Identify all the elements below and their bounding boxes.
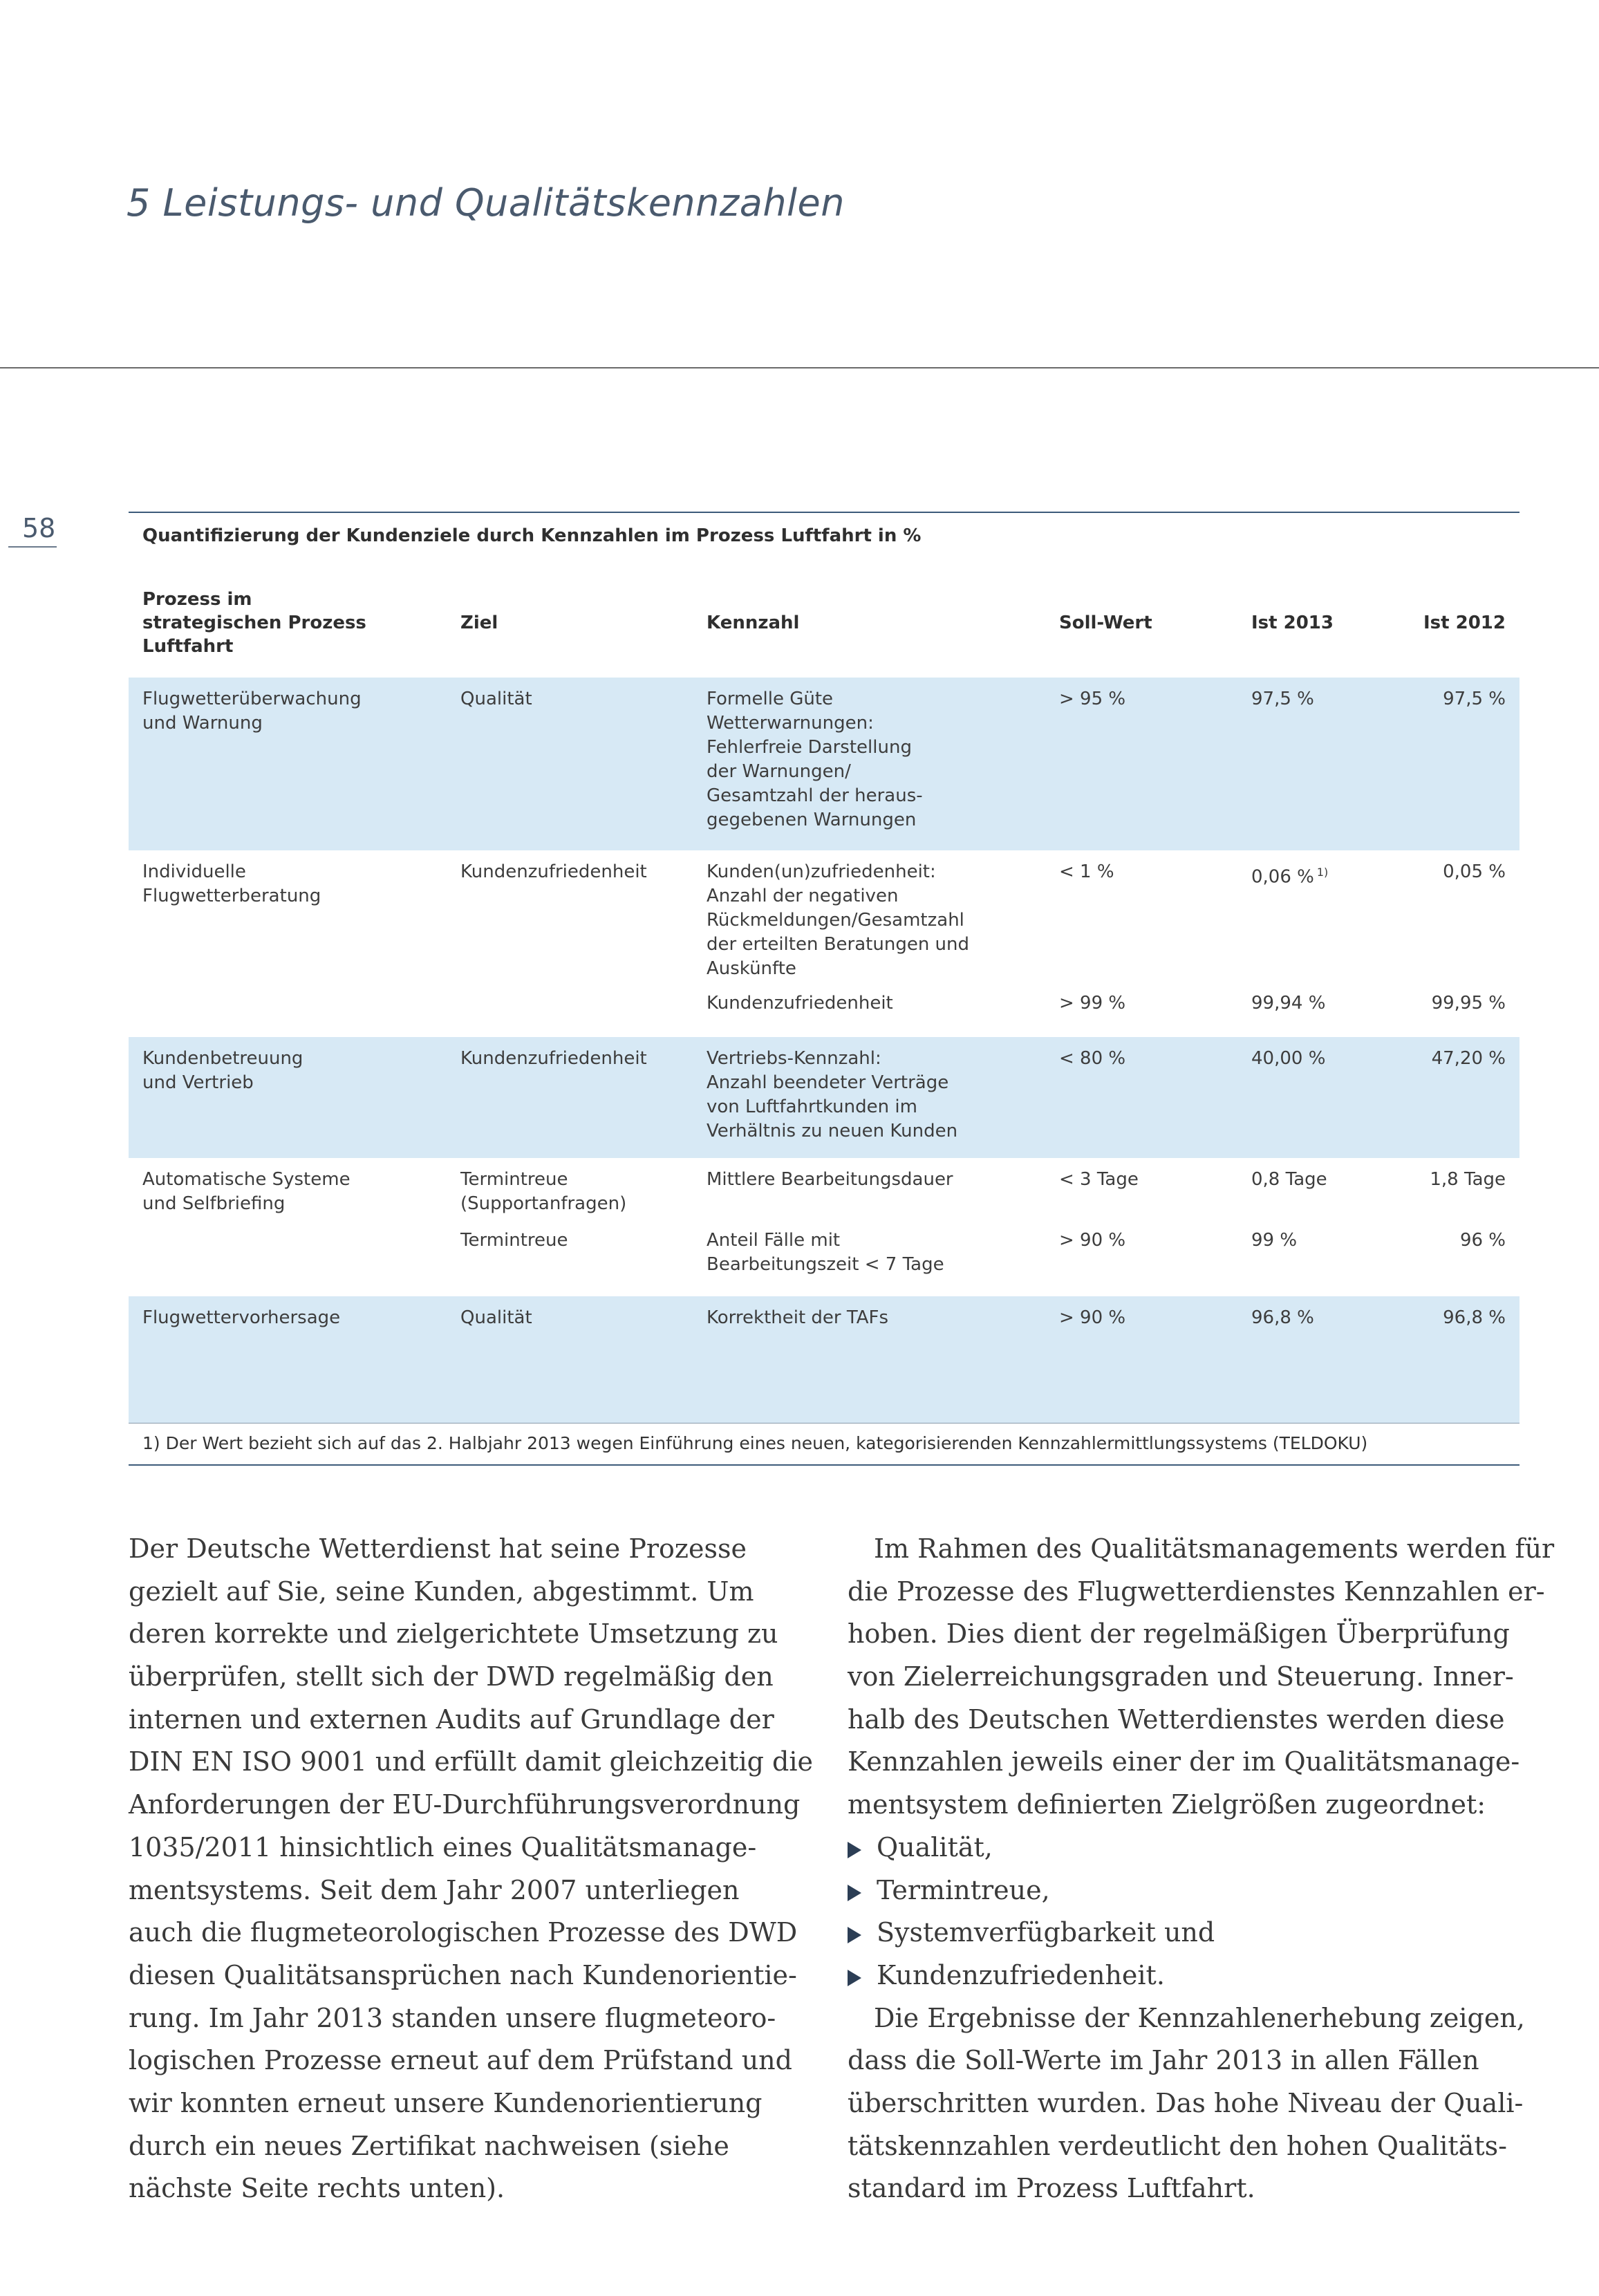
prozess-cell	[142, 1047, 419, 1095]
soll-cell: < 1 %	[1059, 861, 1114, 882]
kennzahl-cell: Kundenzufriedenheit	[707, 993, 893, 1014]
kennzahl-line: gegebenen Warnungen	[707, 810, 917, 830]
ist-2012-cell: 47,20 %	[1431, 1048, 1506, 1069]
ist-2012-cell: 0,05 %	[1443, 861, 1506, 882]
body-line: Die Ergebnisse der Kennzahlenerhebung zeigen,	[874, 2002, 1525, 2033]
body-line: standard im Prozess Luftfahrt.	[848, 2173, 1255, 2204]
ziel-cell: Kundenzufriedenheit	[460, 1048, 647, 1069]
ist-2012-cell: 97,5 %	[1443, 689, 1506, 709]
table-caption: Quantifizierung der Kundenziele durch Kennzahlen im Prozess Luftfahrt in %	[142, 525, 922, 546]
table-bottom-rule	[129, 1464, 1519, 1466]
bullet-text: Termintreue,	[877, 1874, 1050, 1905]
prozess-line: Individuelle	[142, 861, 246, 882]
ist-2012-cell: 96,8 %	[1443, 1307, 1506, 1328]
body-line: Kennzahlen jeweils einer der im Qualitätsmanage-	[848, 1746, 1520, 1777]
bullet-text: Qualität,	[877, 1831, 993, 1863]
triangle-bullet-icon	[848, 1970, 861, 1986]
bullet-text: Kundenzufriedenheit.	[877, 1959, 1165, 1990]
ziel-cell: Qualität	[460, 689, 532, 709]
ist-2013-cell: 97,5 %	[1251, 689, 1314, 709]
soll-cell: < 80 %	[1059, 1048, 1126, 1069]
soll-cell: > 95 %	[1059, 689, 1126, 709]
kennzahl-line: Rückmeldungen/Gesamtzahl	[707, 910, 964, 931]
body-column-right	[848, 1528, 1555, 2210]
ist-2013-cell: 99,94 %	[1251, 993, 1326, 1014]
soll-cell: > 90 %	[1059, 1307, 1126, 1328]
prozess-line: Automatische Systeme	[142, 1169, 350, 1190]
kennzahl-cell	[707, 860, 1025, 981]
soll-cell: > 90 %	[1059, 1230, 1126, 1251]
table-group-flugwettervorhersage	[129, 1296, 1519, 1423]
header-prozess-line: strategischen Prozess	[142, 613, 366, 633]
kennzahl-line: Bearbeitungszeit < 7 Tage	[707, 1254, 944, 1275]
kennzahl-line: Kunden(un)zufriedenheit:	[707, 861, 936, 882]
kennzahl-line: Auskünfte	[707, 958, 796, 979]
body-line: auch die flugmeteorologischen Prozesse des DWD	[129, 1917, 798, 1948]
header-ziel: Ziel	[460, 613, 498, 633]
prozess-line: Flugwetterberatung	[142, 886, 321, 906]
ziel-line: Termintreue	[460, 1169, 568, 1190]
kennzahl-line: Verhältnis zu neuen Kunden	[707, 1121, 958, 1141]
bullet-item	[848, 1869, 1526, 1912]
body-line: rung. Im Jahr 2013 standen unsere flugmeteoro-	[129, 2002, 776, 2033]
body-line: logischen Prozesse erneut auf dem Prüfstand und	[129, 2045, 792, 2076]
kennzahl-line: Anzahl der negativen	[707, 886, 899, 906]
body-line: 1035/2011 hinsichtlich eines Qualitätsmanage-	[129, 1831, 757, 1863]
table-group-flugwetterberatung	[129, 850, 1519, 1037]
soll-cell: > 99 %	[1059, 993, 1126, 1014]
ziel-cell	[460, 1168, 682, 1216]
kennzahl-cell: Mittlere Bearbeitungsdauer	[707, 1169, 953, 1190]
body-line: überschritten wurden. Das hohe Niveau der Quali-	[848, 2087, 1524, 2118]
ziel-cell: Kundenzufriedenheit	[460, 861, 647, 882]
prozess-line: und Warnung	[142, 713, 263, 734]
prozess-line: und Selfbriefing	[142, 1193, 286, 1214]
kennzahl-line: Wetterwarnungen:	[707, 713, 874, 734]
header-rule	[0, 367, 1599, 368]
kennzahlen-table	[129, 575, 1519, 1423]
kennzahl-cell	[707, 1229, 1025, 1277]
body-line: mentsystems. Seit dem Jahr 2007 unterliegen	[129, 1874, 740, 1905]
header-kennzahl: Kennzahl	[707, 613, 800, 633]
ist-2012-cell: 99,95 %	[1431, 993, 1506, 1014]
kennzahl-line: Formelle Güte	[707, 689, 834, 709]
body-line: diesen Qualitätsansprüchen nach Kundenorientie-	[129, 1959, 797, 1990]
kennzahl-line: der erteilten Beratungen und	[707, 934, 970, 955]
ist-2013-cell: 0,8 Tage	[1251, 1169, 1327, 1190]
header-prozess-line: Prozess im	[142, 589, 252, 610]
bullet-item	[848, 1954, 1526, 1997]
kennzahl-cell: Korrektheit der TAFs	[707, 1307, 889, 1328]
table-top-rule	[129, 512, 1519, 513]
body-line: internen und externen Audits auf Grundlage der	[129, 1704, 774, 1735]
body-line: wir konnten erneut unsere Kundenorientierung	[129, 2087, 763, 2118]
header-ist-2013: Ist 2013	[1251, 613, 1334, 633]
body-line: durch ein neues Zertifikat nachweisen (siehe	[129, 2130, 729, 2161]
kennzahl-cell	[707, 687, 1025, 832]
ist-2013-cell: 96,8 %	[1251, 1307, 1314, 1328]
bullet-item	[848, 1827, 1526, 1869]
body-line: hoben. Dies dient der regelmäßigen Überprüfung	[848, 1618, 1510, 1650]
ziel-cell: Termintreue	[460, 1230, 568, 1251]
ist-2013-value: 0,06 %	[1251, 866, 1314, 888]
body-line: DIN EN ISO 9001 und erfüllt damit gleichzeitig die	[129, 1746, 813, 1777]
prozess-line: Kundenbetreuung	[142, 1048, 303, 1069]
kennzahl-line: der Warnungen/	[707, 761, 851, 782]
ziel-line: (Supportanfragen)	[460, 1193, 627, 1214]
body-line: gezielt auf Sie, seine Kunden, abgestimmt. Um	[129, 1576, 754, 1607]
bullet-text: Systemverfügbarkeit und	[877, 1917, 1215, 1948]
prozess-cell	[142, 1168, 419, 1216]
kennzahl-line: von Luftfahrtkunden im	[707, 1096, 917, 1117]
ziel-cell: Qualität	[460, 1307, 532, 1328]
body-line: von Zielerreichungsgraden und Steuerung. Inner-	[848, 1661, 1514, 1692]
kennzahl-line: Gesamtzahl der heraus-	[707, 785, 923, 806]
footnote-divider	[129, 1423, 1519, 1424]
header-prozess	[142, 588, 419, 658]
footnote-marker: 1)	[1316, 866, 1329, 879]
body-line: Der Deutsche Wetterdienst hat seine Prozesse	[129, 1533, 747, 1564]
bullet-item	[848, 1912, 1526, 1954]
body-line: überprüfen, stellt sich der DWD regelmäßig den	[129, 1661, 774, 1692]
prozess-cell	[142, 860, 419, 908]
body-line: nächste Seite rechts unten).	[129, 2173, 505, 2204]
body-line: mentsystem definierten Zielgrößen zugeordnet:	[848, 1789, 1486, 1820]
ist-2013-cell: 40,00 %	[1251, 1048, 1326, 1069]
table-group-automatische-systeme	[129, 1158, 1519, 1296]
triangle-bullet-icon	[848, 1885, 861, 1901]
page-number: 58	[22, 513, 56, 543]
header-soll-wert: Soll-Wert	[1059, 613, 1152, 633]
table-group-flugwetterueberwachung	[129, 678, 1519, 850]
body-line: halb des Deutschen Wetterdienstes werden diese	[848, 1704, 1505, 1735]
body-line: die Prozesse des Flugwetterdienstes Kennzahlen er-	[848, 1576, 1545, 1607]
body-line: tätskennzahlen verdeutlicht den hohen Qualitäts-	[848, 2130, 1507, 2161]
ist-2012-cell: 96 %	[1459, 1230, 1506, 1251]
table-footnote: 1) Der Wert bezieht sich auf das 2. Halbjahr 2013 wegen Einführung eines neuen, kategorisierenden Kennzahlermittlungssystems (TELDOKU)	[142, 1433, 1368, 1453]
prozess-cell	[142, 687, 419, 736]
kennzahl-line: Fehlerfreie Darstellung	[707, 737, 912, 758]
ist-2012-cell: 1,8 Tage	[1430, 1169, 1506, 1190]
body-line: deren korrekte und zielgerichtete Umsetzung zu	[129, 1618, 778, 1650]
chapter-title: 5 Leistungs- und Qualitätskennzahlen	[127, 181, 845, 225]
kennzahl-line: Vertriebs-Kennzahl:	[707, 1048, 881, 1069]
table-header-row	[129, 575, 1519, 678]
table-group-kundenbetreuung	[129, 1037, 1519, 1158]
header-ist-2012: Ist 2012	[1423, 613, 1506, 633]
body-line: Anforderungen der EU-Durchführungsverordnung	[129, 1789, 801, 1820]
header-prozess-line: Luftfahrt	[142, 636, 234, 657]
page-number-rule	[8, 546, 57, 548]
prozess-line: Flugwetterüberwachung	[142, 689, 362, 709]
soll-cell: < 3 Tage	[1059, 1169, 1139, 1190]
body-line: Im Rahmen des Qualitätsmanagements werden für	[874, 1533, 1555, 1564]
prozess-line: und Vertrieb	[142, 1072, 254, 1093]
prozess-cell: Flugwettervorhersage	[142, 1307, 341, 1328]
triangle-bullet-icon	[848, 1842, 861, 1858]
body-line: dass die Soll-Werte im Jahr 2013 in allen Fällen	[848, 2045, 1479, 2076]
kennzahl-line: Anzahl beendeter Verträge	[707, 1072, 949, 1093]
triangle-bullet-icon	[848, 1927, 861, 1943]
kennzahl-line: Anteil Fälle mit	[707, 1230, 841, 1251]
ist-2013-cell: 99 %	[1251, 1230, 1298, 1251]
body-column-left	[129, 1528, 813, 2210]
kennzahl-cell	[707, 1047, 1025, 1144]
